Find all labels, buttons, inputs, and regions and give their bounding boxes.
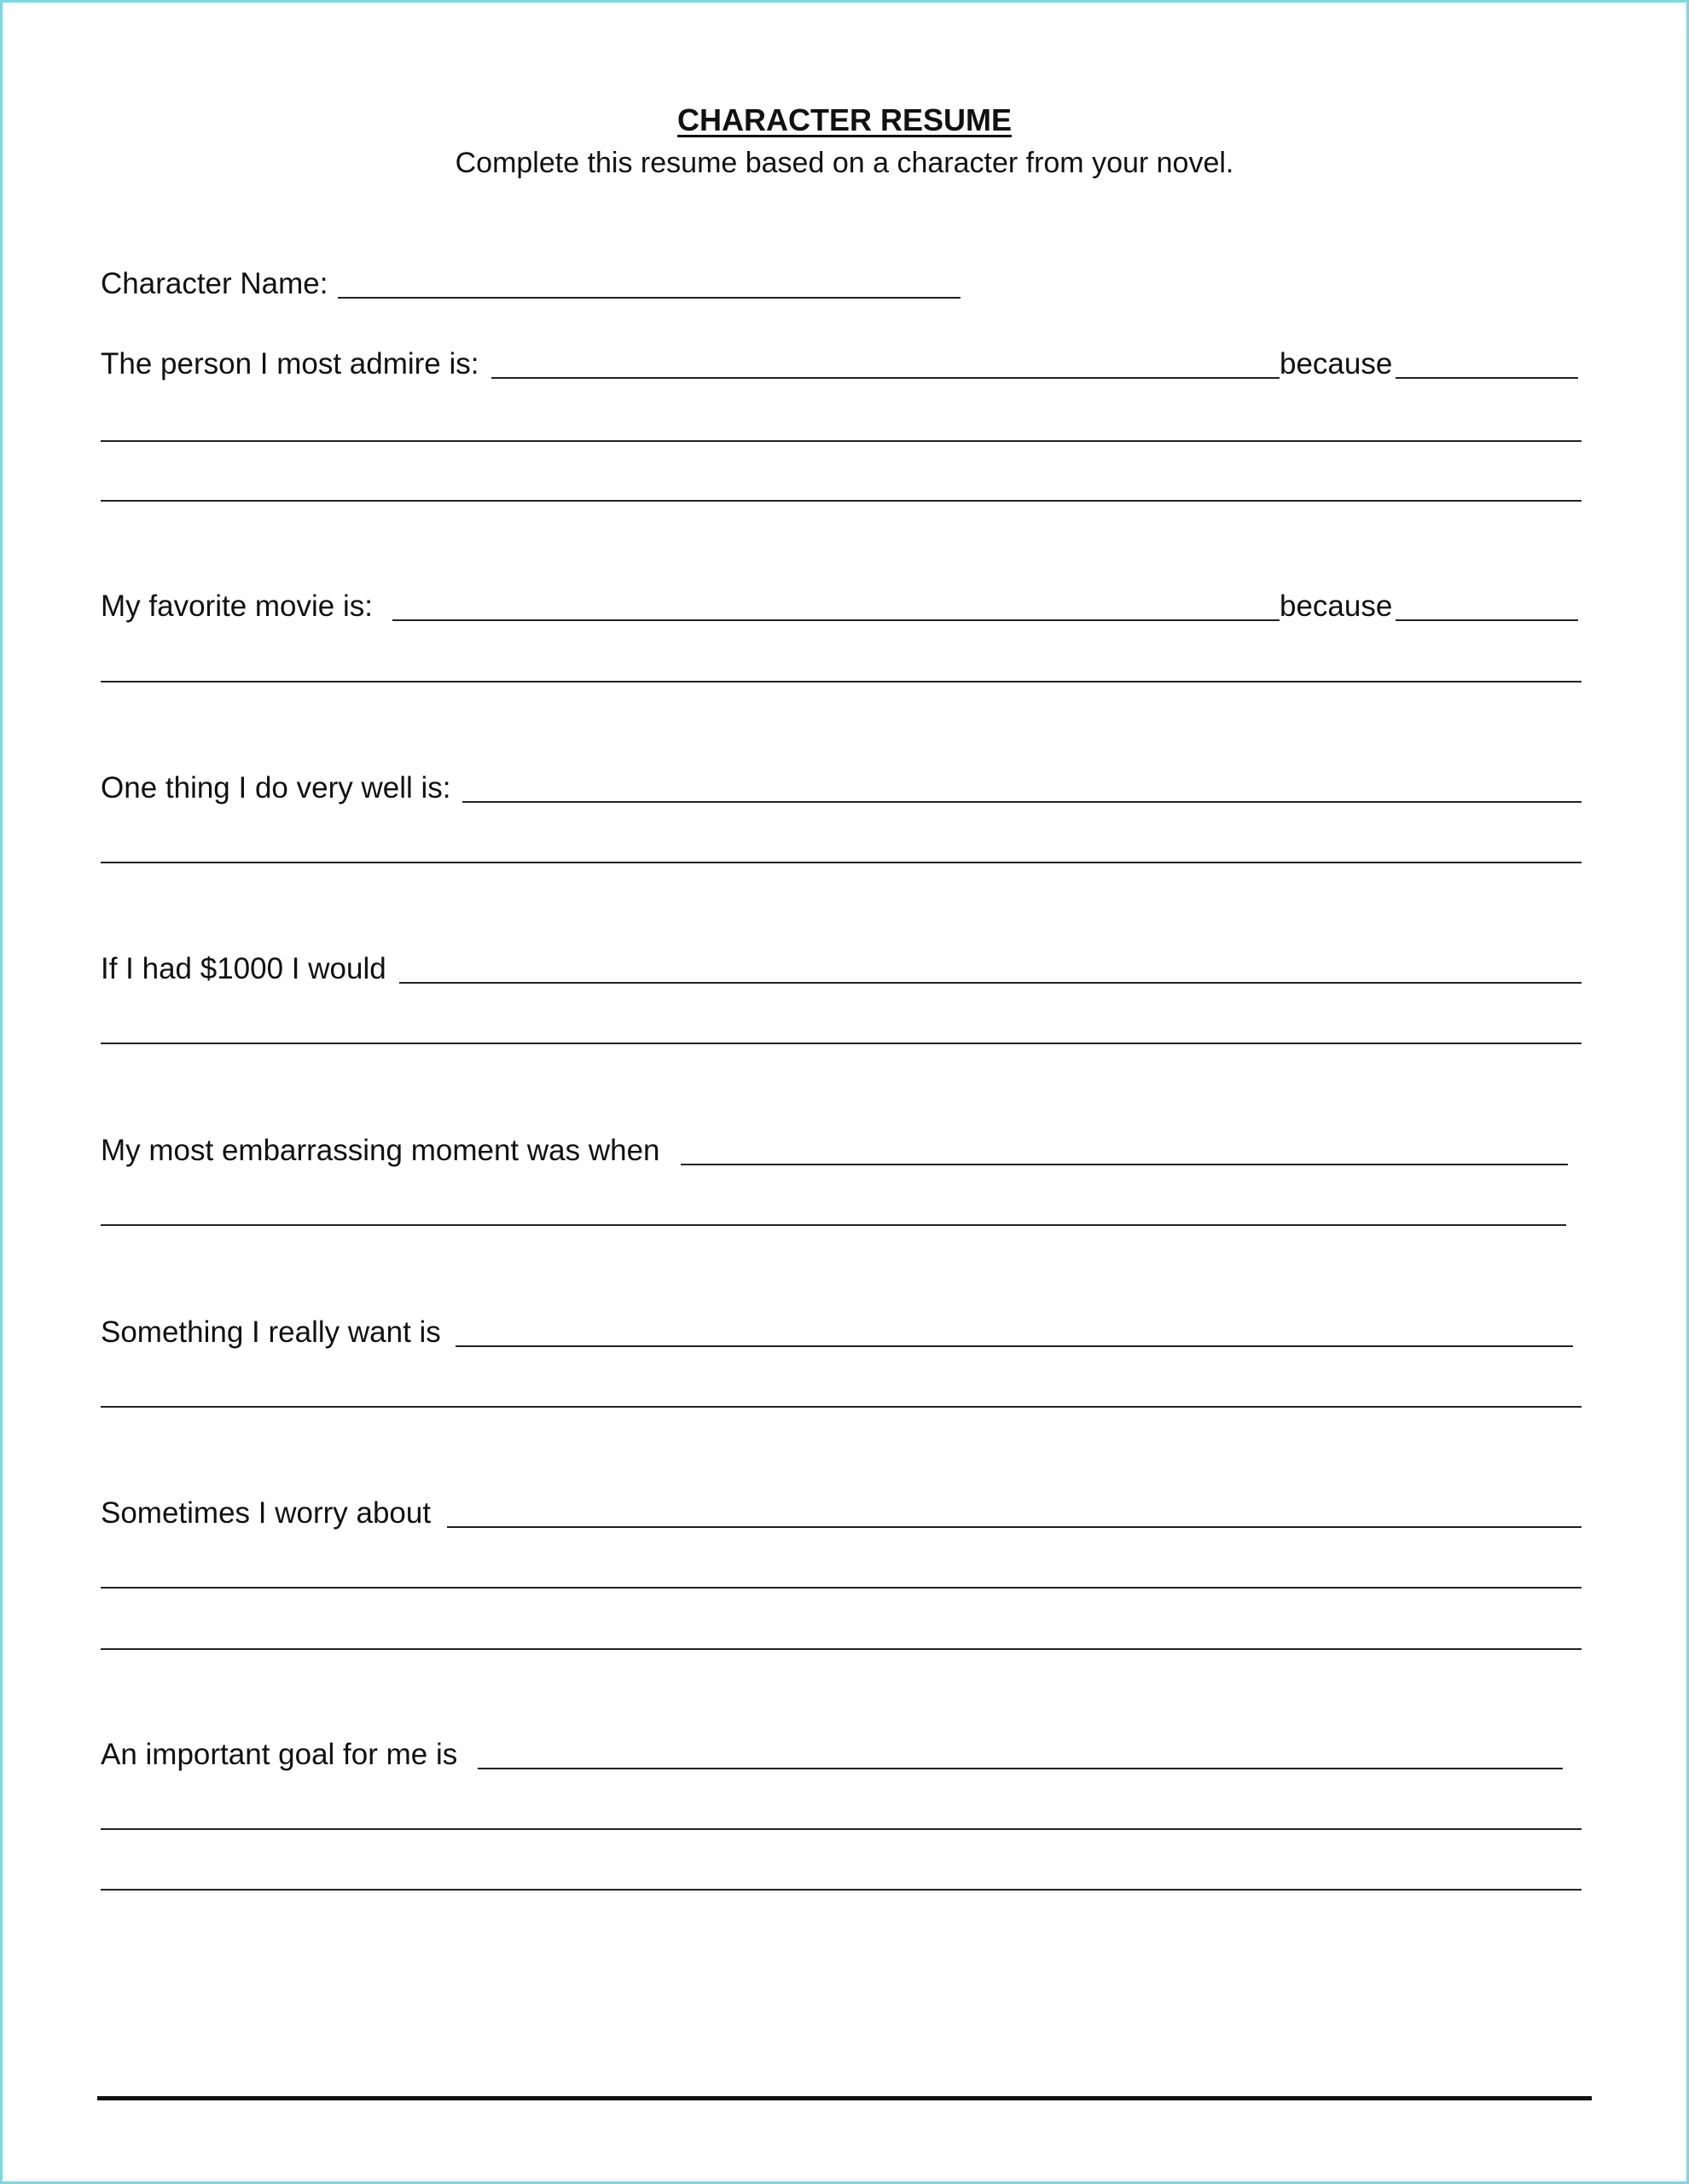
embarrassing-answer-line-1[interactable] — [101, 1224, 1566, 1226]
embarrassing-label: My most embarrassing moment was when — [101, 1134, 660, 1167]
movie-field[interactable] — [392, 619, 1280, 621]
bottom-divider — [97, 2096, 1592, 2100]
admire-label: The person I most admire is: — [101, 347, 479, 380]
do-well-answer-line-1[interactable] — [101, 862, 1582, 863]
admire-answer-line-1[interactable] — [101, 440, 1582, 442]
do-well-field[interactable] — [462, 801, 1582, 803]
worry-answer-line-2[interactable] — [101, 1648, 1582, 1650]
worksheet-instructions: Complete this resume based on a character from your novel. — [455, 147, 1234, 179]
page-inner-border — [2, 2, 1686, 2181]
admire-because-label: because — [1280, 347, 1393, 380]
goal-answer-line-1[interactable] — [101, 1828, 1582, 1830]
movie-answer-line-1[interactable] — [101, 681, 1582, 682]
goal-label: An important goal for me is — [101, 1738, 458, 1771]
goal-field[interactable] — [478, 1768, 1563, 1769]
movie-because-label: because — [1280, 590, 1393, 623]
admire-field[interactable] — [491, 377, 1280, 379]
want-label: Something I really want is — [101, 1316, 441, 1349]
goal-answer-line-2[interactable] — [101, 1889, 1582, 1891]
embarrassing-field[interactable] — [681, 1164, 1568, 1165]
want-field[interactable] — [456, 1345, 1573, 1347]
money-answer-line-1[interactable] — [101, 1043, 1582, 1044]
money-field[interactable] — [399, 982, 1582, 984]
do-well-label: One thing I do very well is: — [101, 771, 451, 804]
worksheet-header — [0, 101, 1689, 183]
movie-label: My favorite movie is: — [101, 590, 373, 623]
worry-label: Sometimes I worry about — [101, 1496, 432, 1530]
movie-because-field[interactable] — [1396, 619, 1578, 621]
character-name-field[interactable] — [338, 297, 961, 299]
worry-field[interactable] — [447, 1526, 1582, 1528]
worksheet-title: CHARACTER RESUME — [676, 102, 1012, 137]
worry-answer-line-1[interactable] — [101, 1587, 1582, 1589]
character-name-label: Character Name: — [101, 267, 328, 300]
admire-answer-line-2[interactable] — [101, 500, 1582, 502]
money-label: If I had $1000 I would — [101, 952, 386, 985]
want-answer-line-1[interactable] — [101, 1406, 1582, 1408]
admire-because-field[interactable] — [1396, 377, 1578, 379]
